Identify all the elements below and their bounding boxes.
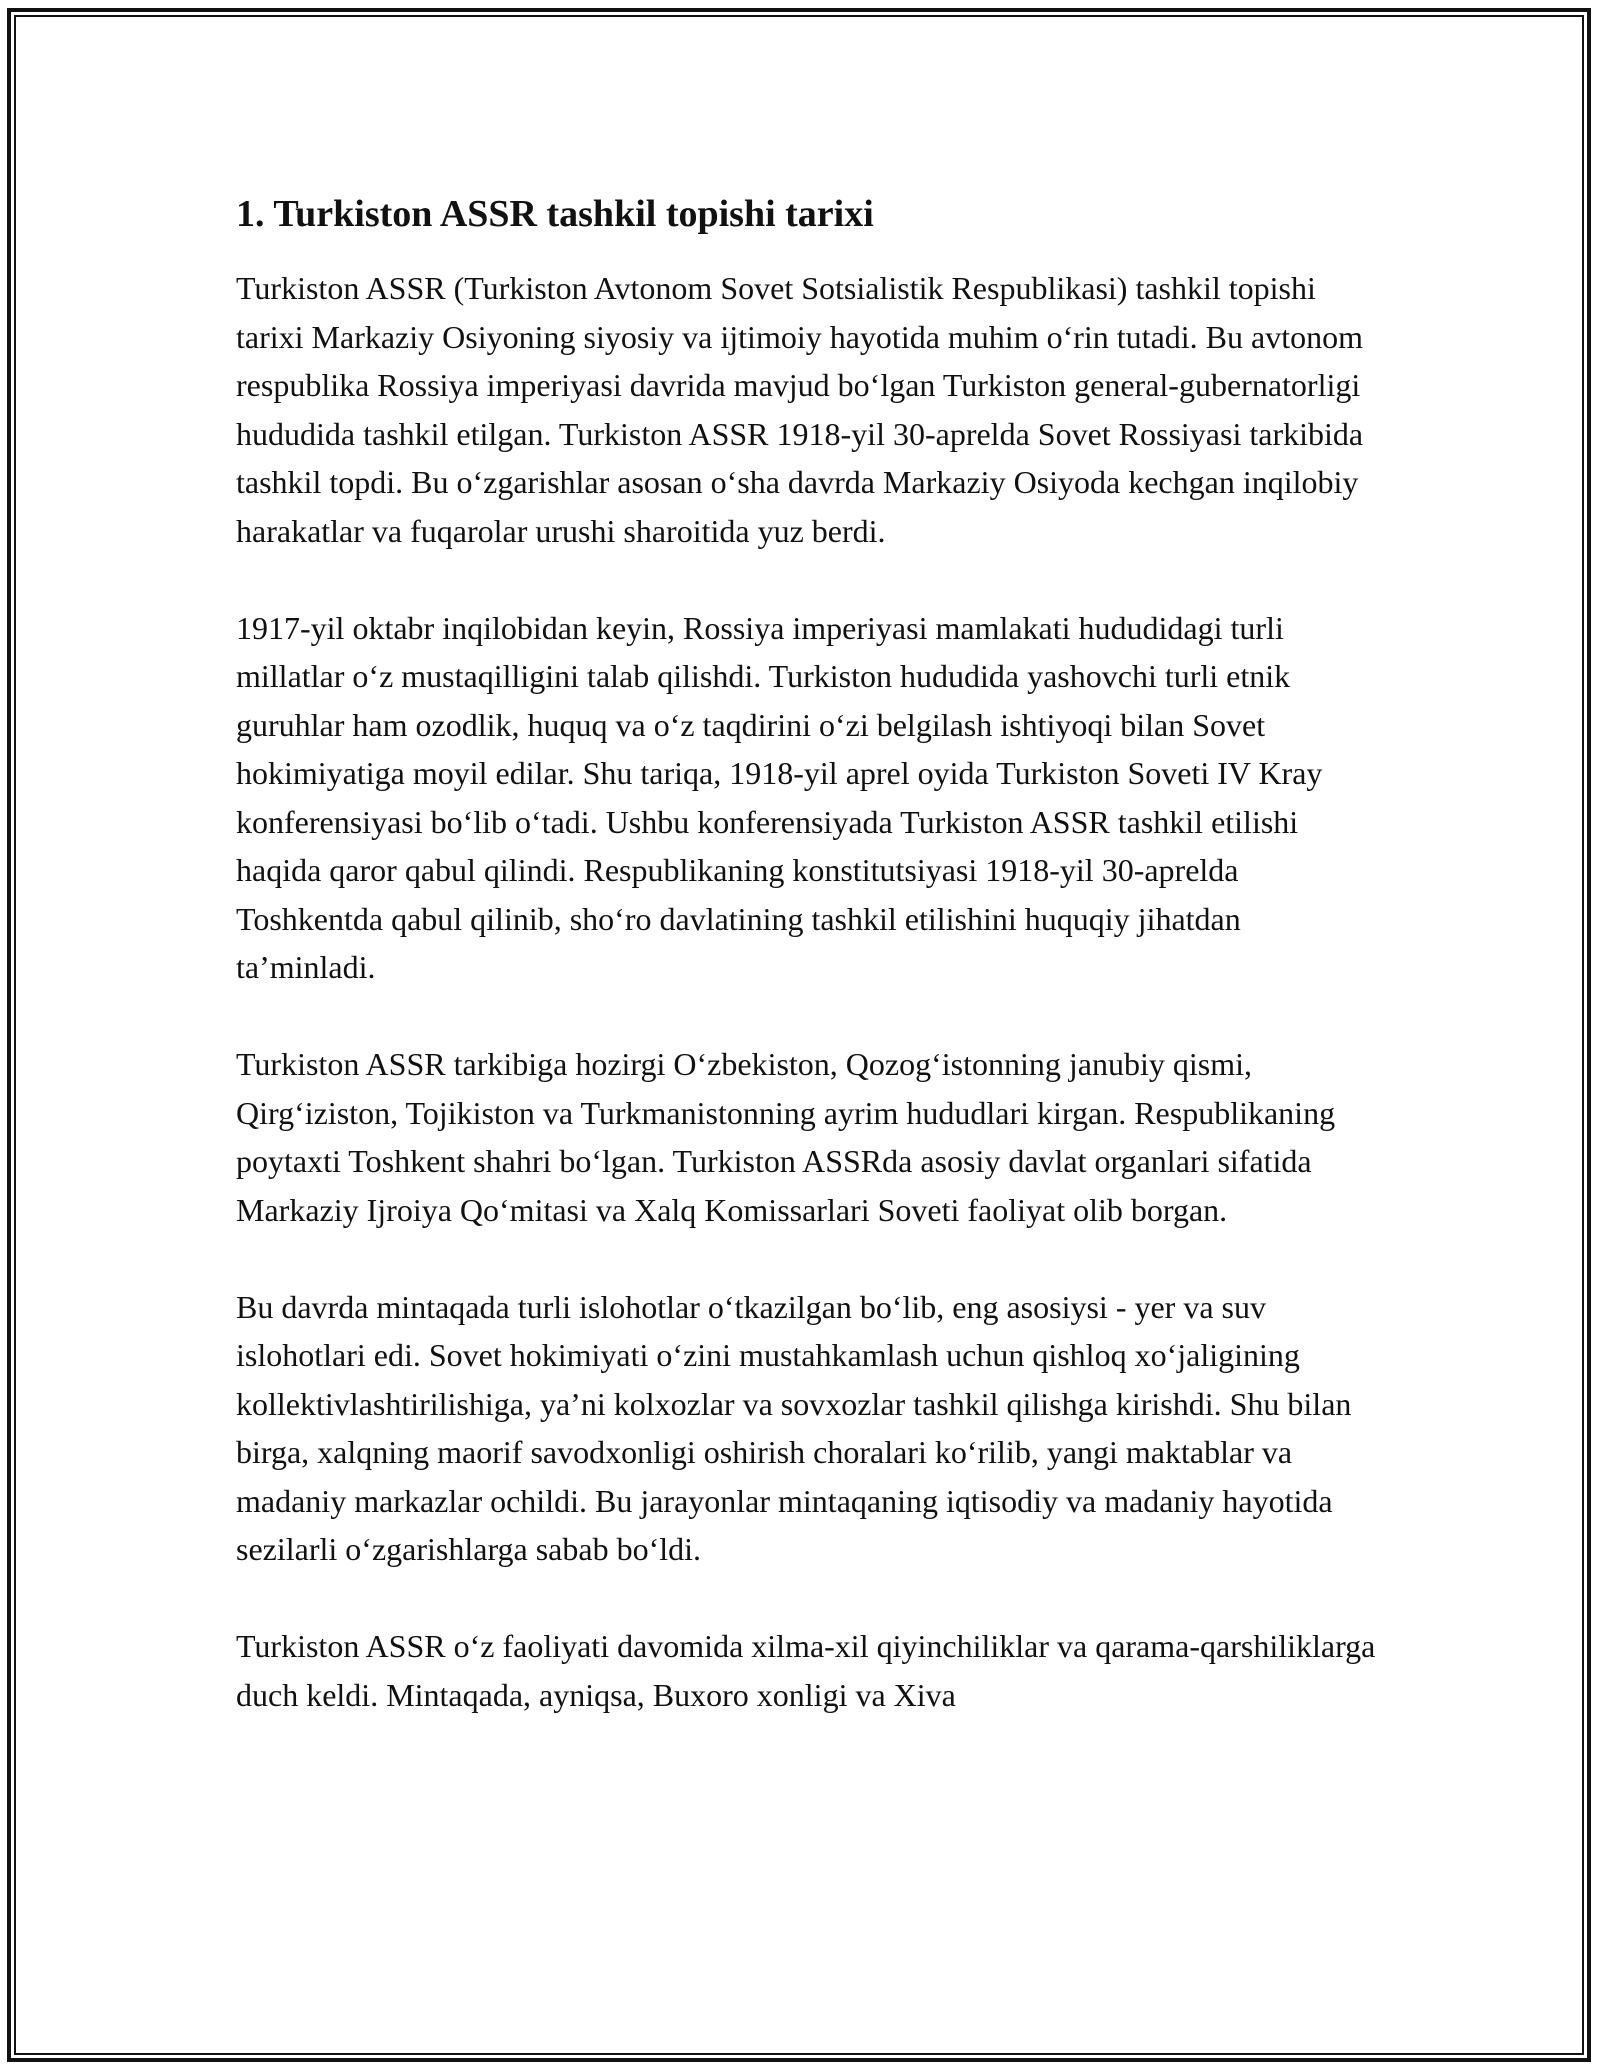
document-body xyxy=(236,186,1376,1719)
paragraph-5: Turkiston ASSR oʻz faoliyati davomida xilma-xil qiyinchiliklar va qarama-qarshiliklarga duch keldi. Mintaqada, ayniqsa, Buxoro xonligi va Xiva xyxy=(236,1628,1376,1713)
paragraph-2: 1917-yil oktabr inqilobidan keyin, Rossiya imperiyasi mamlakati hududidagi turli millatlar oʻz mustaqilligini talab qilishdi. Turkiston hududida yashovchi turli etnik guruhlar ham ozodlik, huquq va oʻz taqdirini oʻzi belgilash ishtiyoqi bilan Sovet hokimiyatiga moyil edilar. Shu tariqa, 1918-yil aprel oyida Turkiston Soveti IV Kray konferensiyasi boʻlib oʻtadi. Ushbu konferensiyada Turkiston ASSR tashkil etilishi haqida qaror qabul qilindi. Respublikaning konstitutsiyasi 1918-yil 30-aprelda Toshkentda qabul qilinib, shoʻro davlatining tashkil etilishini huquqiy jihatdan taʼminladi. xyxy=(236,609,1323,985)
paragraph-1: Turkiston ASSR (Turkiston Avtonom Sovet Sotsialistik Respublikasi) tashkil topishi tarixi Markaziy Osiyoning siyosiy va ijtimoiy hayotida muhim oʻrin tutadi. Bu avtonom respublika Rossiya imperiyasi davrida mavjud boʻlgan Turkiston general-gubernatorligi hududida tashkil etilgan. Turkiston ASSR 1918-yil 30-aprelda Sovet Rossiyasi tarkibida tashkil topdi. Bu oʻzgarishlar asosan oʻsha davrda Markaziy Osiyoda kechgan inqilobiy harakatlar va fuqarolar urushi sharoitida yuz berdi. xyxy=(236,270,1364,549)
paragraph-3: Turkiston ASSR tarkibiga hozirgi Oʻzbekiston, Qozogʻistonning janubiy qismi, Qirgʻiziston, Tojikiston va Turkmanistonning ayrim hududlari kirgan. Respublikaning poytaxti Toshkent shahri boʻlgan. Turkiston ASSRda asosiy davlat organlari sifatida Markaziy Ijroiya Qoʻmitasi va Xalq Komissarlari Soveti faoliyat olib borgan. xyxy=(236,1046,1336,1228)
paragraph-4: Bu davrda mintaqada turli islohotlar oʻtkazilgan boʻlib, eng asosiysi - yer va suv islohotlari edi. Sovet hokimiyati oʻzini mustahkamlash uchun qishloq xoʻjaligining kollektivlashtirilishiga, yaʼni kolxozlar va sovxozlar tashkil qilishga kirishdi. Shu bilan birga, xalqning maorif savodxonligi oshirish choralari koʻrilib, yangi maktablar va madaniy markazlar ochildi. Bu jarayonlar mintaqaning iqtisodiy va madaniy hayotida sezilarli oʻzgarishlarga sabab boʻldi. xyxy=(236,1288,1352,1567)
document-title: 1. Turkiston ASSR tashkil topishi tarixi xyxy=(236,193,874,235)
